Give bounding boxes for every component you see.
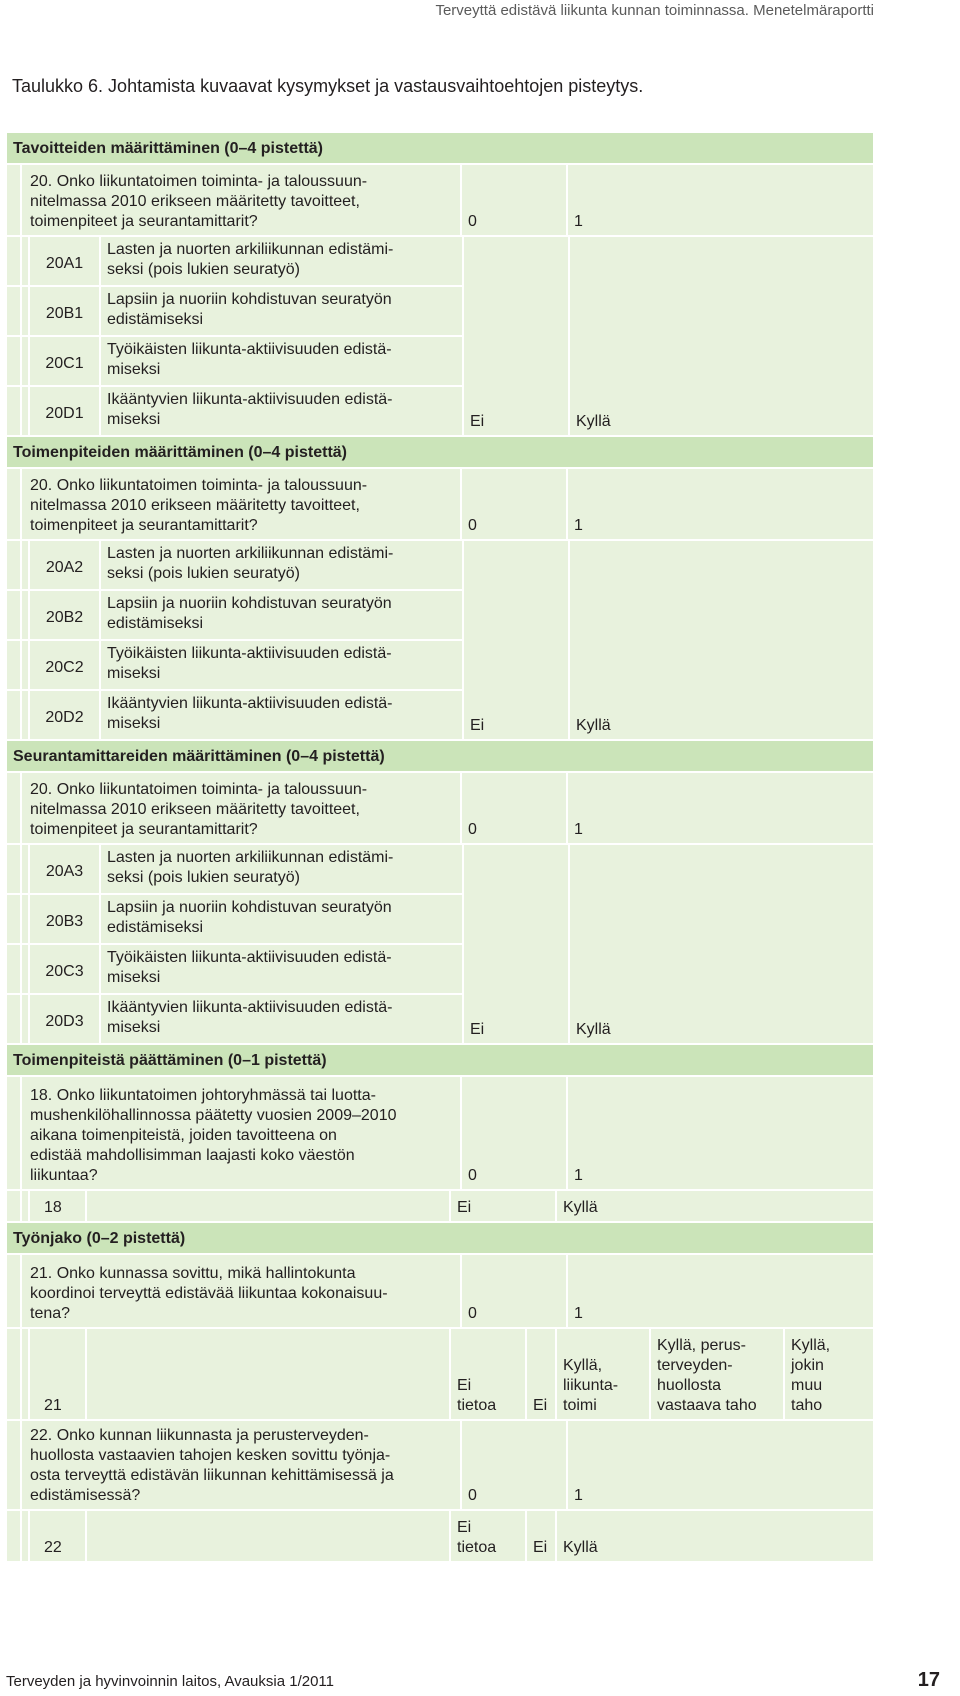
table-caption: Taulukko 6. Johtamista kuvaavat kysymykset ja vastausvaihtoehtojen pisteytys.: [12, 76, 644, 96]
score-0: 0: [462, 1421, 568, 1509]
answer-yes: Kyllä: [576, 413, 611, 430]
blank-cell: [87, 1511, 451, 1561]
section-heading: Toimenpiteistä päättäminen (0–1 pistettä): [7, 1045, 873, 1077]
score-1: 1: [574, 1167, 583, 1184]
question-text: 20. Onko liikuntatoimen toiminta- ja taloussuun- nitelmassa 2010 erikseen määritetty tavoitteet, toimenpiteet ja seurantamittarit?: [22, 773, 462, 843]
answer-cells: [462, 237, 873, 437]
item-row: 20B1 Lapsiin ja nuoriin kohdistuvan seuratyön edistämiseksi: [7, 287, 462, 337]
running-header: Terveyttä edistävä liikunta kunnan toiminnassa. Menetelmäraportti: [435, 2, 874, 19]
answer-row: [7, 1329, 873, 1421]
answer-row: [7, 1511, 873, 1563]
item-code: 22: [30, 1511, 87, 1561]
question-text: 18. Onko liikuntatoimen johtoryhmässä tai luotta- mushenkilöhallinnossa päätetty vuosien 2009–2010 aikana toimenpiteistä, joiden tavoitteena on edistää mahdollisimman laajasti koko väestön liikuntaa?: [22, 1077, 462, 1189]
item-row: 20D3 Ikääntyvien liikunta-aktiivisuuden edistä- miseksi: [7, 995, 462, 1045]
item-row: 20D1 Ikääntyvien liikunta-aktiivisuuden edistä- miseksi: [7, 387, 462, 437]
answer-no: Ei: [464, 541, 570, 739]
footer-publisher: Terveyden ja hyvinvoinnin laitos, Avauksia 1/2011: [6, 1673, 334, 1690]
answer-no: Ei: [464, 845, 570, 1043]
answer-cells: [462, 845, 873, 1045]
section-heading: Työnjako (0–2 pistettä): [7, 1223, 873, 1255]
item-code: 21: [30, 1329, 87, 1419]
question-row: [7, 1077, 873, 1191]
answer-option: Ei: [527, 1511, 557, 1561]
question-text: 20. Onko liikuntatoimen toiminta- ja taloussuun- nitelmassa 2010 erikseen määritetty tavoitteet, toimenpiteet ja seurantamittarit?: [22, 469, 462, 539]
question-text: 22. Onko kunnan liikunnasta ja perusterveyden- huollosta vastaavien tahojen kesken sovittu työnja- osta terveyttä edistävän liikunnan kehittämisessä ja edistämisessä?: [22, 1421, 462, 1509]
item-row: 20C2 Työikäisten liikunta-aktiivisuuden edistä- miseksi: [7, 641, 462, 691]
question-text: 20. Onko liikuntatoimen toiminta- ja taloussuun- nitelmassa 2010 erikseen määritetty tavoitteet, toimenpiteet ja seurantamittarit?: [22, 165, 462, 235]
item-row: 20B2 Lapsiin ja nuoriin kohdistuvan seuratyön edistämiseksi: [7, 591, 462, 641]
item-row: 20A1 Lasten ja nuorten arkiliikunnan edistämi- seksi (pois lukien seuratyö): [7, 237, 462, 287]
answer-no: Ei: [451, 1191, 557, 1221]
item-block: [7, 237, 873, 437]
item-row: 20A3 Lasten ja nuorten arkiliikunnan edistämi- seksi (pois lukien seuratyö): [7, 845, 462, 895]
answer-option: Kyllä, perus- terveyden- huollosta vastaava taho: [651, 1329, 785, 1419]
answer-option: Ei tietoa: [451, 1329, 527, 1419]
item-row: 20C1 Työikäisten liikunta-aktiivisuuden edistä- miseksi: [7, 337, 462, 387]
item-row: 20C3 Työikäisten liikunta-aktiivisuuden edistä- miseksi: [7, 945, 462, 995]
question-row: [7, 165, 873, 237]
question-row: [7, 1421, 873, 1511]
question-row: [7, 1255, 873, 1329]
blank-cell: [87, 1191, 451, 1221]
answer-option: Ei: [527, 1329, 557, 1419]
score-0: 0: [462, 469, 568, 539]
question-row: [7, 773, 873, 845]
score-1: 1: [574, 213, 583, 230]
answer-yes: Kyllä: [563, 1199, 598, 1216]
score-1: 1: [574, 517, 583, 534]
section-heading: Toimenpiteiden määrittäminen (0–4 pistettä): [7, 437, 873, 469]
answer-row: [7, 1191, 873, 1223]
blank-cell: [87, 1329, 451, 1419]
answer-yes: Kyllä: [576, 717, 611, 734]
question-text: 21. Onko kunnassa sovittu, mikä hallintokunta koordinoi terveyttä edistävää liikuntaa kokonaisuu- tena?: [22, 1255, 462, 1327]
score-0: 0: [462, 773, 568, 843]
score-0: 0: [462, 165, 568, 235]
answer-option: Ei tietoa: [451, 1511, 527, 1561]
item-code: 18: [30, 1191, 87, 1221]
scoring-table: [7, 133, 873, 1563]
answer-option: Kyllä, liikunta- toimi: [557, 1329, 651, 1419]
score-0: 0: [462, 1255, 568, 1327]
score-0: 0: [462, 1077, 568, 1189]
page-number: 17: [917, 1669, 940, 1691]
score-1: 1: [574, 1305, 583, 1322]
score-1: 1: [574, 1487, 583, 1504]
section-heading: Tavoitteiden määrittäminen (0–4 pistettä): [7, 133, 873, 165]
answer-option: Kyllä, jokin muu taho: [791, 1337, 831, 1414]
answer-no: Ei: [464, 237, 570, 435]
question-row: [7, 469, 873, 541]
item-row: 20A2 Lasten ja nuorten arkiliikunnan edistämi- seksi (pois lukien seuratyö): [7, 541, 462, 591]
item-row: 20D2 Ikääntyvien liikunta-aktiivisuuden edistä- miseksi: [7, 691, 462, 741]
item-block: [7, 845, 873, 1045]
answer-cells: [462, 541, 873, 741]
item-block: [7, 541, 873, 741]
answer-yes: Kyllä: [576, 1021, 611, 1038]
answer-option: Kyllä: [563, 1539, 598, 1556]
section-heading: Seurantamittareiden määrittäminen (0–4 pistettä): [7, 741, 873, 773]
score-1: 1: [574, 821, 583, 838]
item-row: 20B3 Lapsiin ja nuoriin kohdistuvan seuratyön edistämiseksi: [7, 895, 462, 945]
